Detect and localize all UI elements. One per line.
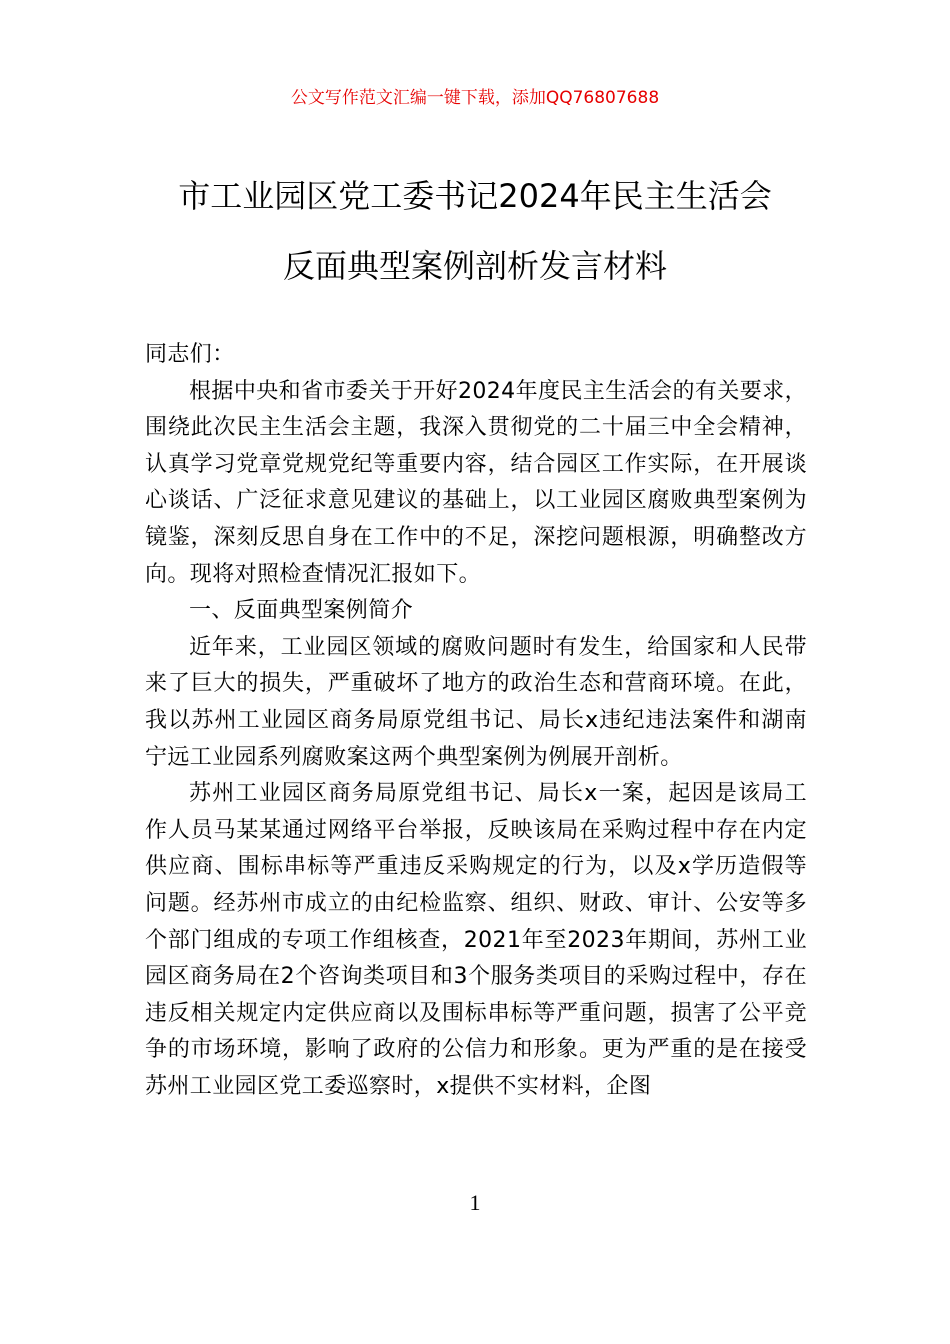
document-title-line-2: 反面典型案例剖析发言材料 [282, 247, 667, 285]
page-number: 1 [469, 1190, 481, 1215]
document-body [145, 337, 807, 1105]
paragraph-background: 近年来，工业园区领域的腐败问题时有发生，给国家和人民带来了巨大的损失，严重破坏了地方的政治生态和营商环境。在此，我以苏州工业园区商务局原党组书记、局长x违纪违法案件和湖南宁远工业园系列腐败案这两个典型案例为例展开剖析。 [145, 634, 807, 770]
section-heading-1: 一、反面典型案例简介 [189, 598, 414, 624]
paragraph-case-suzhou: 苏州工业园区商务局原党组书记、局长x一案，起因是该局工作人员马某某通过网络平台举报，反映该局在采购过程中存在内定供应商、围标串标等严重违反采购规定的行为，以及x学历造假等问题。经苏州市成立的由纪检监察、组织、财政、审计、公安等多个部门组成的专项工作组核查，2021年至2023年期间，苏州工业园区商务局在2个咨询类项目和3个服务类项目的采购过程中，存在违反相关规定内定供应商以及围标串标等严重问题，损害了公平竞争的市场环境，影响了政府的公信力和形象。更为严重的是在接受苏州工业园区党工委巡察时，x提供不实材料，企图 [145, 781, 807, 1099]
paragraph-intro: 根据中央和省市委关于开好2024年度民主生活会的有关要求，围绕此次民主生活会主题，我深入贯彻党的二十届三中全会精神，认真学习党章党规党纪等重要内容，结合园区工作实际，在开展谈心谈话、广泛征求意见建议的基础上，以工业园区腐败典型案例为镜鉴，深刻反思自身在工作中的不足，深挖问题根源，明确整改方向。现将对照检查情况汇报如下。 [145, 378, 807, 587]
download-note: 公文写作范文汇编一键下载，添加QQ76807688 [290, 88, 660, 108]
document-title-line-1: 市工业园区党工委书记2024年民主生活会 [178, 177, 772, 215]
salutation: 同志们： [145, 342, 235, 367]
